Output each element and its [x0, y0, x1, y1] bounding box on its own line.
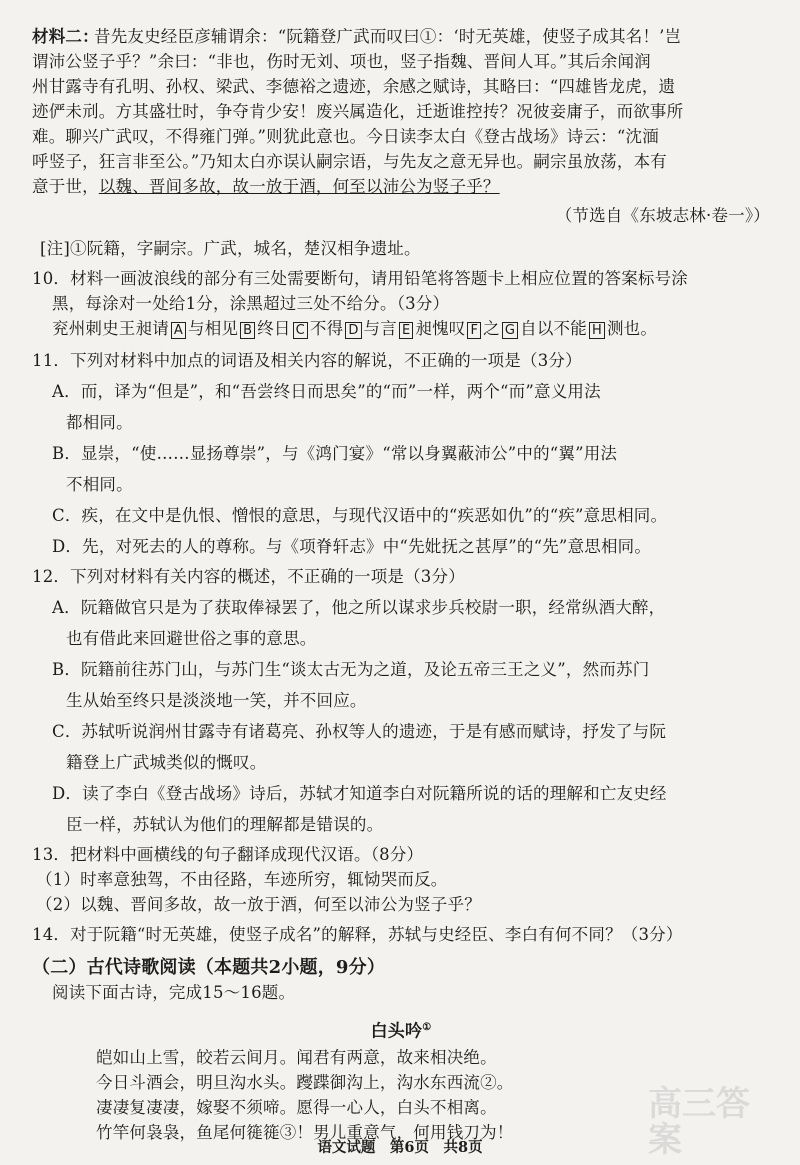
poem-title-text: 白头吟 — [370, 1021, 423, 1042]
q10-mark-f[interactable]: F — [467, 322, 481, 339]
q10-mark-b[interactable]: B — [240, 322, 255, 339]
q13-stem: 13．把材料中画横线的句子翻译成现代汉语。（8分） — [32, 845, 424, 864]
page-footer: 语文试题 第6页 共8页 — [317, 1139, 483, 1156]
q10-seg-1: 与相见 — [188, 319, 239, 338]
material2-note: [注]①阮籍，字嗣宗。广武，城名，楚汉相争遗址。 — [40, 239, 421, 258]
q11-option-b-line1: B．显崇，“使……显扬尊崇”，与《鸿门宴》“常以身翼蔽沛公”中的“翼”用法 — [52, 444, 618, 463]
q10-sentence — [32, 316, 770, 343]
q10-mark-g[interactable]: G — [502, 322, 518, 339]
material2-line-2: 谓沛公竖子乎？”余曰：“非也，伤时无刘、项也，竖子指魏、晋间人耳。”其后余闻润 — [32, 52, 651, 71]
material2-line-7 — [32, 174, 770, 199]
material2-last-plain: 意于世， — [32, 177, 99, 196]
q11-option-a-line1: A．而，译为“但是”，和“吾尝终日而思矣”的“而”一样，两个“而”意义用法 — [52, 382, 601, 401]
material2-line-3: 州甘露寺有孔明、孙权、梁武、李德裕之遗迹，余感之赋诗，其略曰：“四雄皆龙虎，遗 — [32, 77, 676, 96]
poem-title-note: ① — [422, 1022, 432, 1033]
q10-mark-h[interactable]: H — [589, 322, 605, 339]
material2-line-1: 昔先友史经臣彦辅谓余：“阮籍登广武而叹曰①：‘时无英雄，使竖子成其名！’岂 — [94, 27, 682, 46]
q10-seg-2: 终日 — [257, 319, 291, 338]
q12-option-d-line2: 臣一样，苏轼认为他们的理解都是错误的。 — [66, 815, 384, 834]
q12-option-d-line1: D．读了李白《登古战场》诗后，苏轼才知道李白对阮籍所说的话的理解和亡友史经 — [52, 784, 667, 803]
q12-stem: 12．下列对材料有关内容的概述，不正确的一项是（3分） — [32, 567, 465, 586]
material2-source: （节选自《东坡志林·卷一》） — [555, 206, 770, 225]
q14-stem: 14．对于阮籍“时无英雄，使竖子成名”的解释，苏轼与史经臣、李白有何不同？（3分） — [32, 925, 683, 944]
material2-line-5: 难。聊兴广武叹，不得雍门弹。”则犹此意也。今日读李太白《登古战场》诗云：“沈湎 — [32, 127, 659, 146]
material2-heading: 材料二： — [32, 27, 99, 46]
q11-option-a-line2: 都相同。 — [66, 413, 133, 432]
q10-mark-c[interactable]: C — [293, 322, 308, 339]
q10-seg-8: 测也。 — [606, 319, 658, 338]
q11-option-b-line2: 不相同。 — [66, 475, 133, 494]
q10-stem-line1: 10．材料一画波浪线的部分有三处需要断句，请用铅笔将答题卡上相应位置的答案标号涂 — [32, 269, 688, 288]
q12-option-a-line1: A．阮籍做官只是为了获取俸禄罢了，他之所以谋求步兵校尉一职，经常纵酒大醉， — [52, 598, 666, 617]
q10-seg-0: 兖州刺史王昶请 — [52, 319, 169, 338]
q10-seg-4: 与言 — [363, 319, 397, 338]
q10-seg-7: 自以不能 — [520, 319, 587, 338]
q12-option-b-line2: 生从始至终只是淡淡地一笑，并不回应。 — [66, 691, 367, 710]
q11-option-c: C．疾，在文中是仇恨、憎恨的意思，与现代汉语中的“疾恶如仇”的“疾”意思相同。 — [52, 506, 668, 525]
q13-sentence-2: （2）以魏、晋间多故，故一放于酒，何至以沛公为竖子乎？ — [36, 895, 481, 914]
poem-line-3: 凄凄复凄凄，嫁娶不须啼。愿得一心人，白头不相离。 — [96, 1097, 497, 1117]
q11-stem: 11．下列对材料中加点的词语及相关内容的解说，不正确的一项是（3分） — [32, 351, 582, 370]
material2-line-4: 迹俨未刓。方其盛壮时，争夺肯少安！废兴属造化，迁逝谁控抟？况彼妾庸子，而欲事所 — [32, 102, 684, 121]
q10-mark-d[interactable]: D — [345, 322, 361, 339]
q12-option-c-line2: 籍登上广武城类似的慨叹。 — [66, 753, 267, 772]
q12-option-c-line1: C．苏轼听说润州甘露寺有诸葛亮、孙权等人的遗迹，于是有感而赋诗，抒发了与阮 — [52, 722, 667, 741]
q10-seg-6: 之 — [483, 319, 500, 338]
poem-line-2: 今日斗酒会，明旦沟水头。躞蹀御沟上，沟水东西流②。 — [96, 1072, 514, 1092]
q10-stem-line2: 黑，每涂对一处给1分，涂黑超过三处不给分。（3分） — [52, 294, 450, 313]
poem-line-1: 皑如山上雪，皎若云间月。闻君有两意，故来相决绝。 — [96, 1047, 497, 1067]
section2-instruction: 阅读下面古诗，完成15～16题。 — [52, 983, 296, 1002]
q10-mark-e[interactable]: E — [399, 322, 413, 339]
section2-title: （二）古代诗歌阅读（本题共2小题，9分） — [32, 957, 386, 978]
q13-sentence-1: （1）时率意独驾，不由径路，车迹所穷，辄恸哭而反。 — [36, 870, 448, 889]
watermark-logo: 高三答案 — [648, 1084, 750, 1160]
poem-title — [32, 1015, 770, 1045]
q12-option-a-line2: 也有借此来回避世俗之事的意思。 — [66, 629, 317, 648]
q10-mark-a[interactable]: A — [171, 322, 186, 339]
q11-option-d: D．先，对死去的人的尊称。与《项脊轩志》中“先妣抚之甚厚”的“先”意思相同。 — [52, 537, 652, 556]
material2-line-6: 呼竖子，狂言非至公。”乃知太白亦误认嗣宗语，与先友之意无异也。嗣宗虽放荡，本有 — [32, 152, 667, 171]
poem-line-4: 竹竿何袅袅，鱼尾何簁簁③！男儿重意气，何用钱刀为！ — [96, 1122, 514, 1142]
material2-last-underlined: 以魏、晋间多故，故一放于酒，何至以沛公为竖子乎？ — [98, 177, 500, 196]
q10-seg-3: 不得 — [309, 319, 344, 338]
q12-option-b-line1: B．阮籍前往苏门山，与苏门生“谈太古无为之道，及论五帝三王之义”，然而苏门 — [52, 660, 650, 679]
q10-seg-5: 昶愧叹 — [415, 319, 466, 338]
